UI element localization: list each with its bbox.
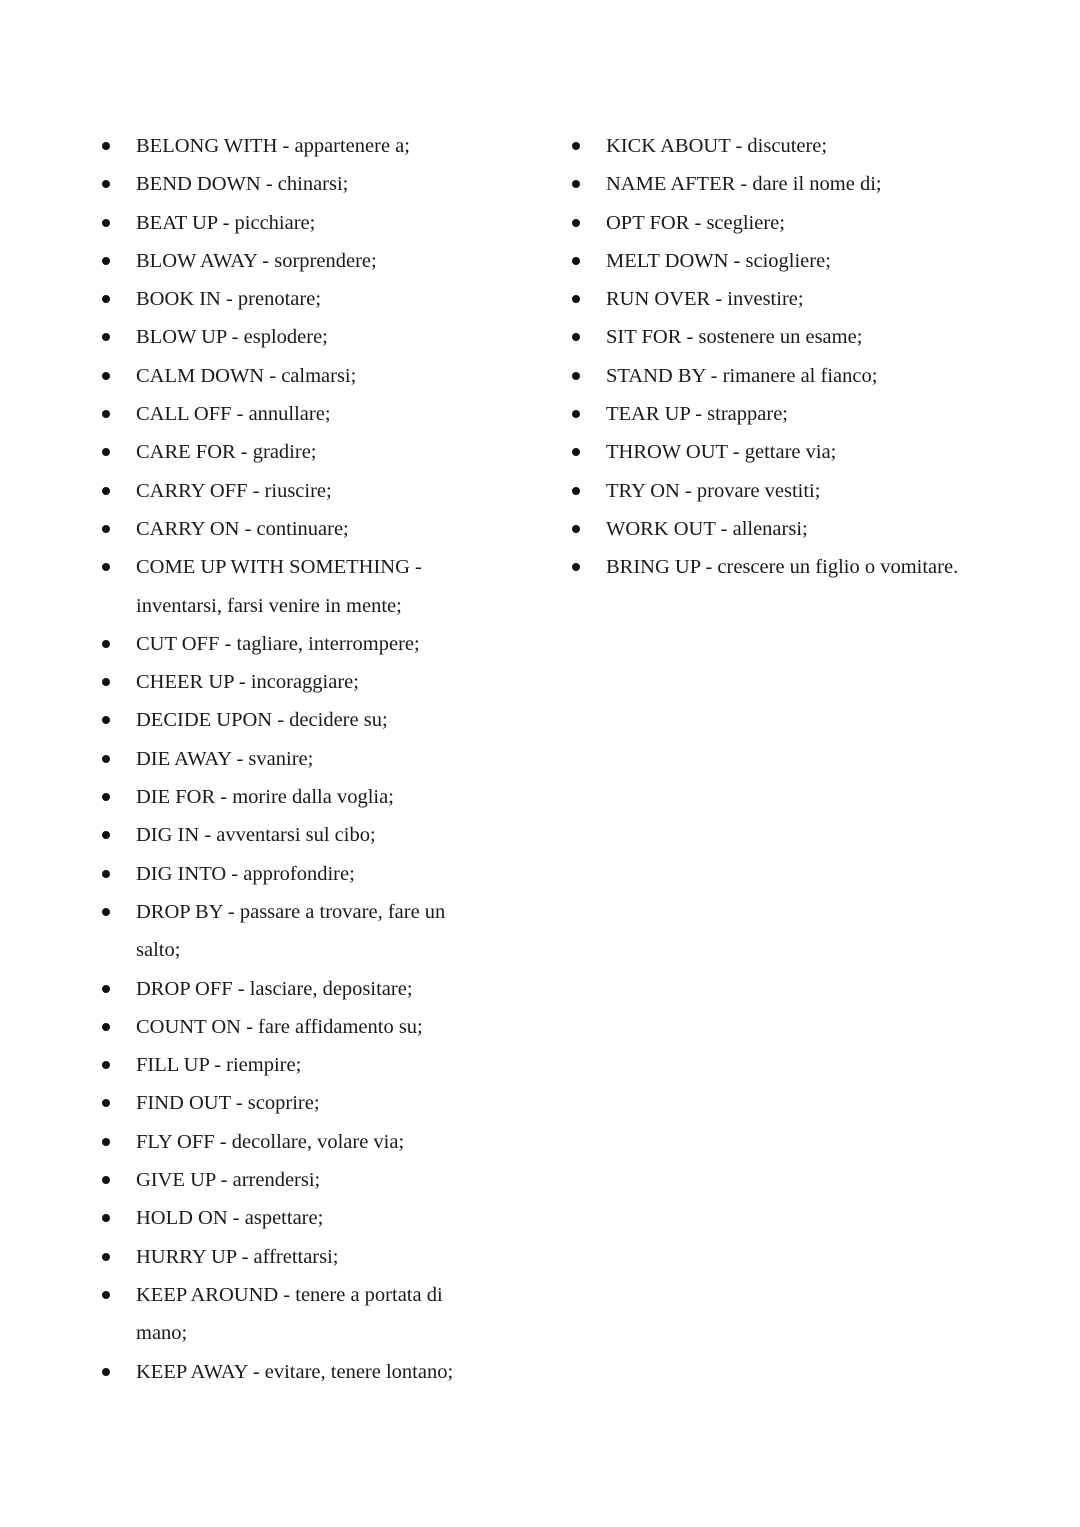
bullet-icon [570, 204, 582, 242]
phrasal-verb-entry: RUN OVER - investire; [606, 288, 804, 311]
bullet-icon [100, 318, 112, 356]
phrasal-verb-entry: KEEP AWAY - evitare, tenere lontano; [136, 1360, 454, 1383]
list-item [570, 357, 1036, 395]
bullet-icon [100, 127, 112, 165]
list-item [100, 701, 481, 739]
list-item [570, 510, 1036, 548]
bullet-icon [100, 548, 112, 586]
phrasal-verb-entry: BELONG WITH - appartenere a; [136, 135, 410, 157]
phrasal-verb-entry: FLY OFF - decollare, volare via; [136, 1130, 405, 1153]
phrasal-verb-entry: SIT FOR - sostenere un esame; [606, 326, 863, 349]
bullet-icon [100, 280, 112, 318]
phrasal-verb-entry: HOLD ON - aspettare; [136, 1207, 324, 1230]
bullet-icon [100, 1123, 112, 1161]
bullet-icon [570, 318, 582, 356]
list-item [570, 472, 1036, 510]
list-item [570, 204, 1036, 242]
bullet-icon [100, 1238, 112, 1276]
list-item [100, 472, 481, 510]
list-item [100, 433, 481, 471]
list-item [100, 548, 481, 625]
phrasal-verb-entry: COUNT ON - fare affidamento su; [136, 1015, 423, 1038]
list-item [100, 318, 481, 356]
list-item [100, 395, 481, 433]
bullet-icon [570, 165, 582, 203]
bullet-icon [100, 165, 112, 203]
bullet-icon [570, 280, 582, 318]
phrasal-verb-entry: CUT OFF - tagliare, interrompere; [136, 632, 420, 655]
phrasal-verb-entry: GIVE UP - arrendersi; [136, 1169, 321, 1192]
phrasal-verb-entry: CALM DOWN - calmarsi; [136, 364, 357, 387]
bullet-icon [570, 242, 582, 280]
phrasal-verb-entry: DIG IN - avventarsi sul cibo; [136, 824, 376, 847]
phrasal-verb-entry: DROP BY - passare a trovare, fare un salto; [136, 900, 446, 962]
bullet-icon [570, 127, 582, 165]
list-item [100, 1238, 481, 1276]
phrasal-verbs-list-right [570, 127, 1040, 587]
phrasal-verb-entry: CALL OFF - annullare; [136, 403, 331, 426]
list-item [100, 1161, 481, 1199]
phrasal-verb-entry: STAND BY - rimanere al fianco; [606, 364, 878, 387]
phrasal-verb-entry: TRY ON - provare vestiti; [606, 479, 821, 502]
phrasal-verb-entry: FIND OUT - scoprire; [136, 1092, 320, 1115]
list-item [100, 740, 481, 778]
phrasal-verb-entry: KEEP AROUND - tenere a portata di mano; [136, 1283, 443, 1345]
phrasal-verb-entry: DIG INTO - approfondire; [136, 862, 355, 885]
bullet-icon [570, 548, 582, 586]
bullet-icon [100, 357, 112, 395]
phrasal-verb-entry: BRING UP - crescere un figlio o vomitare. [606, 556, 959, 579]
list-item [570, 127, 1036, 165]
bullet-icon [100, 855, 112, 893]
list-item [570, 165, 1036, 203]
bullet-icon [100, 1276, 112, 1314]
list-item [100, 1353, 481, 1391]
phrasal-verb-entry: FILL UP - riempire; [136, 1054, 302, 1077]
bullet-icon [100, 816, 112, 854]
phrasal-verb-entry: DIE AWAY - svanire; [136, 747, 314, 770]
phrasal-verb-entry: DIE FOR - morire dalla voglia; [136, 786, 394, 809]
phrasal-verb-entry: OPT FOR - scegliere; [606, 211, 785, 234]
list-item [100, 1276, 481, 1353]
list-item [100, 1046, 481, 1084]
list-item [100, 357, 481, 395]
bullet-icon [100, 701, 112, 739]
list-item [100, 816, 481, 854]
list-item [570, 280, 1036, 318]
list-item [100, 625, 481, 663]
list-item [100, 893, 481, 970]
bullet-icon [100, 204, 112, 242]
phrasal-verb-entry: BEND DOWN - chinarsi; [136, 173, 349, 196]
phrasal-verbs-list-left [100, 127, 520, 1391]
bullet-icon [100, 395, 112, 433]
list-item [100, 1199, 481, 1237]
phrasal-verb-entry: TEAR UP - strappare; [606, 403, 788, 426]
bullet-icon [100, 1084, 112, 1122]
phrasal-verb-entry: BEAT UP - picchiare; [136, 211, 316, 234]
list-item [100, 242, 481, 280]
list-item [100, 855, 481, 893]
bullet-icon [100, 893, 112, 931]
list-item [570, 242, 1036, 280]
bullet-icon [100, 1046, 112, 1084]
phrasal-verb-entry: BLOW UP - esplodere; [136, 326, 328, 349]
bullet-icon [100, 1199, 112, 1237]
bullet-icon [570, 357, 582, 395]
phrasal-verb-entry: BLOW AWAY - sorprendere; [136, 249, 377, 272]
bullet-icon [100, 1161, 112, 1199]
phrasal-verb-entry: HURRY UP - affrettarsi; [136, 1245, 339, 1268]
phrasal-verb-entry: MELT DOWN - sciogliere; [606, 249, 831, 272]
bullet-icon [100, 242, 112, 280]
list-item [100, 165, 481, 203]
bullet-icon [570, 472, 582, 510]
phrasal-verb-entry: WORK OUT - allenarsi; [606, 517, 808, 540]
phrasal-verb-entry: CHEER UP - incoraggiare; [136, 671, 359, 694]
list-item [100, 1084, 481, 1122]
bullet-icon [100, 1008, 112, 1046]
list-item [570, 433, 1036, 471]
bullet-icon [570, 510, 582, 548]
bullet-icon [100, 1353, 112, 1391]
bullet-icon [570, 395, 582, 433]
bullet-icon [100, 970, 112, 1008]
bullet-icon [570, 433, 582, 471]
phrasal-verb-entry: KICK ABOUT - discutere; [606, 135, 828, 157]
list-item [100, 1008, 481, 1046]
list-item [100, 280, 481, 318]
phrasal-verb-entry: CARRY ON - continuare; [136, 517, 349, 540]
bullet-icon [100, 472, 112, 510]
phrasal-verb-entry: THROW OUT - gettare via; [606, 441, 837, 464]
bullet-icon [100, 510, 112, 548]
phrasal-verb-entry: COME UP WITH SOMETHING - inventarsi, farsi venire in mente; [136, 556, 422, 617]
phrasal-verb-entry: CARRY OFF - riuscire; [136, 479, 332, 502]
phrasal-verb-entry: BOOK IN - prenotare; [136, 288, 322, 311]
bullet-icon [100, 740, 112, 778]
bullet-icon [100, 663, 112, 701]
list-item [100, 1123, 481, 1161]
list-item [570, 318, 1036, 356]
phrasal-verb-entry: DECIDE UPON - decidere su; [136, 709, 388, 732]
list-item [100, 510, 481, 548]
list-item [100, 204, 481, 242]
phrasal-verb-entry: NAME AFTER - dare il nome di; [606, 173, 882, 196]
list-item [570, 548, 1036, 586]
list-item [100, 778, 481, 816]
list-item [100, 970, 481, 1008]
phrasal-verb-entry: CARE FOR - gradire; [136, 441, 317, 464]
bullet-icon [100, 433, 112, 471]
bullet-icon [100, 625, 112, 663]
list-item [570, 395, 1036, 433]
list-item [100, 663, 481, 701]
bullet-icon [100, 778, 112, 816]
list-item [100, 127, 481, 165]
phrasal-verb-entry: DROP OFF - lasciare, depositare; [136, 977, 413, 1000]
